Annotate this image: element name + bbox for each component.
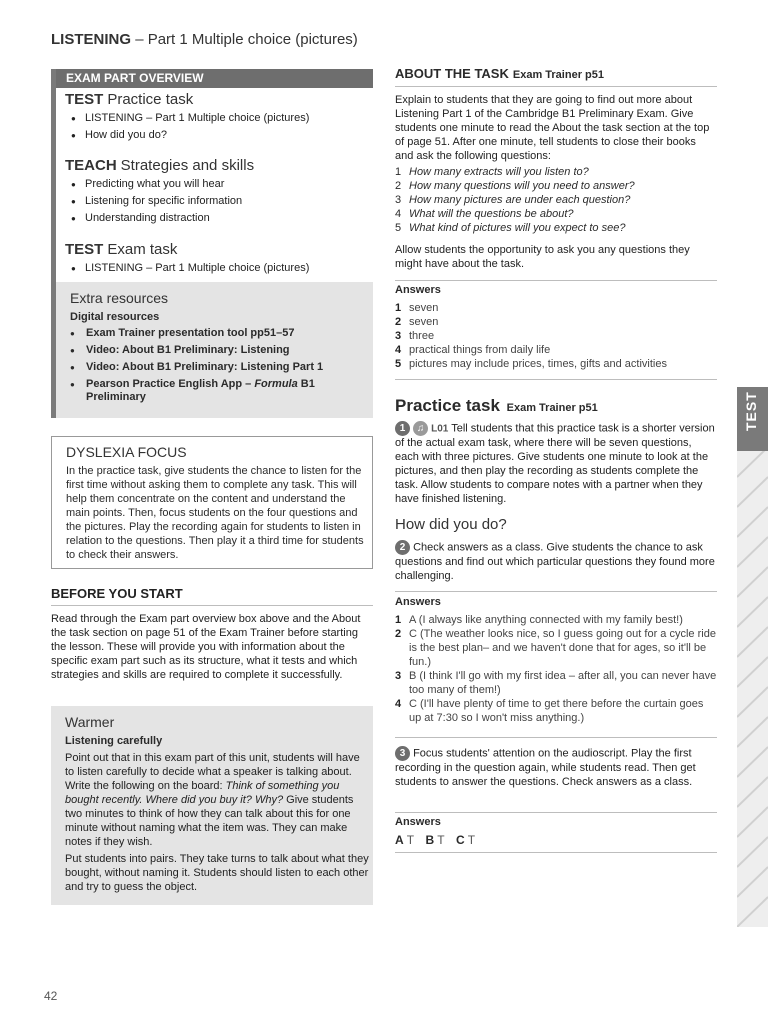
- resources-list: [70, 327, 370, 408]
- divider: [51, 605, 373, 606]
- list-item: ● LISTENING – Part 1 Multiple choice (pictures): [71, 112, 309, 129]
- about-task-intro: Explain to students that they are going to find out more about Listening Part 1 of the Cambridge B1 Preliminary Exam. Give students one minute to read the About the task section at the top of page 51. After one minute, tell students to close their books and ask the following questions:: [395, 94, 710, 162]
- resource-item: ● Exam Trainer presentation tool pp51–57: [70, 327, 370, 340]
- practice-answers: [395, 613, 717, 725]
- answer-item: 3 B (I think I'll go with my first idea – after all, you can never have too many of them!): [395, 670, 717, 696]
- about-task-heading: ABOUT THE TASK Exam Trainer p51: [395, 66, 604, 81]
- answer-item: 4 practical things from daily life: [395, 344, 551, 356]
- answer-item: 2 C (The weather looks nice, so I guess going out for a cycle ride is the best plan– and we haven't done that for ages, so it'll be fun.): [395, 628, 716, 668]
- divider: [395, 86, 717, 87]
- about-task-questions: [395, 165, 717, 235]
- step-number-badge: 2: [395, 540, 410, 555]
- question-item: 4 What will the questions be about?: [395, 208, 574, 220]
- divider: [395, 852, 717, 853]
- dyslexia-focus-title: DYSLEXIA FOCUS: [66, 444, 187, 460]
- teach-list: [71, 178, 242, 229]
- divider: [395, 379, 717, 380]
- test-exam-heading: TEST Exam task: [65, 241, 178, 258]
- question-item: 3 How many pictures are under each question?: [395, 194, 631, 206]
- answer-item: 4 C (I'll have plenty of time to get there before the curtain goes up at 7:30 so I won't miss anything.): [395, 698, 704, 724]
- extra-resources-panel: [56, 282, 373, 418]
- side-tab-label: TEST: [743, 391, 759, 431]
- divider: [395, 737, 717, 738]
- warmer-subtitle: Listening carefully: [65, 735, 163, 747]
- answer-item: 3 three: [395, 330, 435, 342]
- answer-item: 2 seven: [395, 316, 439, 328]
- teach-heading: TEACH Strategies and skills: [65, 157, 255, 174]
- answer-item: 5 pictures may include prices, times, gifts and activities: [395, 358, 667, 370]
- section-side-tab: [737, 387, 768, 927]
- question-item: 2 How many questions will you need to answer?: [395, 180, 635, 192]
- before-you-start-heading: BEFORE YOU START: [51, 586, 183, 601]
- divider: [395, 812, 717, 813]
- answers-label: Answers: [395, 284, 441, 296]
- question-item: 5 What kind of pictures will you expect to see?: [395, 222, 626, 234]
- extra-resources-title: Extra resources: [70, 290, 169, 306]
- overview-heading: EXAM PART OVERVIEW: [56, 69, 373, 88]
- warmer-paragraph: Point out that in this exam part of this unit, students will have to listen carefully to decide what a speaker is talking about. Write the following on the board: Think of something you bought recently. Where did you buy it? Why? Give students two minutes to think of how they can talk about this for one minute without naming what the item was. They can make notes if they wish.: [65, 752, 360, 848]
- resource-item: ● Pearson Practice English App – Formula B1 Preliminary: [70, 378, 370, 404]
- answers-label: Answers: [395, 816, 441, 828]
- side-tab-label-box: [737, 387, 768, 451]
- page-title: LISTENING – Part 1 Multiple choice (pictures): [51, 31, 358, 48]
- before-you-start-text: Read through the Exam part overview box above and the About the task section on page 51 of the Exam Trainer before starting the lesson. These will provide you with information about the specific exam part such as its structure, what it tests and which strategies and skills are required to complete it successfully.: [51, 613, 361, 681]
- answers-label: Answers: [395, 596, 441, 608]
- dyslexia-focus-box: [51, 436, 373, 569]
- diagonal-stripes-decoration: [737, 387, 768, 927]
- warmer-box: [51, 706, 373, 905]
- list-item: ● Understanding distraction: [71, 212, 242, 229]
- test-practice-list: [71, 112, 309, 146]
- warmer-title: Warmer: [65, 714, 115, 730]
- how-did-you-do-heading: How did you do?: [395, 516, 507, 533]
- practice-answers-true-false: A T B T C T: [395, 833, 476, 847]
- practice-step-2: 2 Check answers as a class. Give students the chance to ask questions and find out which particular questions they found more challenging.: [395, 541, 715, 582]
- question-item: 1 How many extracts will you listen to?: [395, 166, 589, 178]
- resource-item: ● Video: About B1 Preliminary: Listening Part 1: [70, 361, 370, 374]
- exam-part-overview-box: [51, 69, 373, 418]
- page-number: 42: [44, 989, 58, 1003]
- about-task-answers: [395, 301, 717, 371]
- digital-resources-subtitle: Digital resources: [70, 311, 160, 323]
- practice-task-heading: Practice task Exam Trainer p51: [395, 396, 598, 415]
- list-item: ● Listening for specific information: [71, 195, 242, 212]
- test-exam-list: [71, 262, 309, 279]
- audio-icon: ♫: [413, 421, 428, 436]
- answer-item: 1 seven: [395, 302, 439, 314]
- practice-step-3: 3 Focus students' attention on the audioscript. Play the first recording in the question again, while students read. Then get students to answer the questions. Check answers as a class.: [395, 747, 696, 788]
- practice-step-1: 1 ♫ L01 Tell students that this practice task is a shorter version of the actual exam task, where there will be seven questions, each with three pictures. Give students one minute to look at the pictures, and then play the recording as students complete the task. Allow students to compare notes with a partner when they have finished listening.: [395, 422, 715, 506]
- warmer-paragraph: Put students into pairs. They take turns to talk about what they bought, without naming it. Students should listen to each other and try to guess the object.: [65, 853, 369, 893]
- list-item: ● How did you do?: [71, 129, 309, 146]
- test-practice-heading: TEST Practice task: [65, 91, 194, 108]
- divider: [395, 591, 717, 592]
- dyslexia-focus-text: In the practice task, give students the chance to listen for the first time without asking them to complete any task. This will help them concentrate on the content and understand the main points. Then, focus students on the four questions and the pictures. Play the recording again for students to listen in relation to the questions. Then play it a third time for students to check their answers.: [66, 465, 364, 561]
- resource-item: ● Video: About B1 Preliminary: Listening: [70, 344, 370, 357]
- audio-track-label: L01: [431, 423, 449, 435]
- list-item: ● Predicting what you will hear: [71, 178, 242, 195]
- list-item: ● LISTENING – Part 1 Multiple choice (pictures): [71, 262, 309, 279]
- answer-item: 1 A (I always like anything connected with my family best!): [395, 614, 683, 626]
- about-task-outro: Allow students the opportunity to ask you any questions they might have about the task.: [395, 244, 690, 270]
- step-number-badge: 1: [395, 421, 410, 436]
- divider: [395, 280, 717, 281]
- step-number-badge: 3: [395, 746, 410, 761]
